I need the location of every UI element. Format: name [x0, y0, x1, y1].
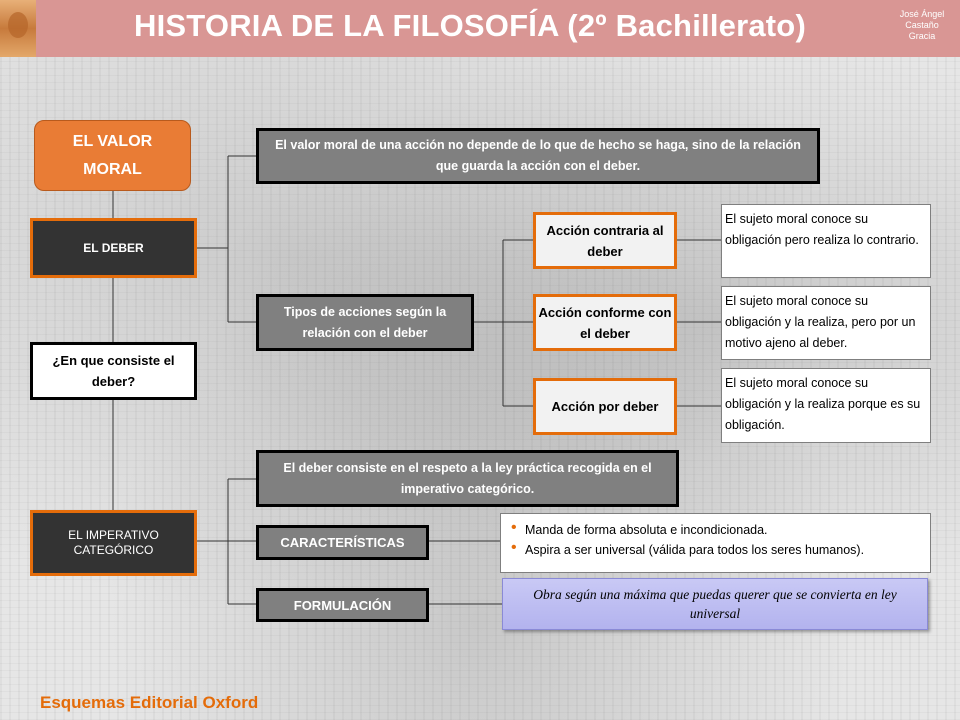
node-caracteristicas: CARACTERÍSTICAS [256, 525, 429, 560]
page-title: HISTORIA DE LA FILOSOFÍA (2º Bachillerato) [134, 8, 806, 43]
desc-accion-conforme: El sujeto moral conoce su obligación y la realiza, pero por un motivo ajeno al deber. [721, 286, 931, 360]
node-imperativo-categorico: EL IMPERATIVO CATEGÓRICO [30, 510, 197, 576]
node-definicion-valor-moral: El valor moral de una acción no depende de lo que de hecho se haga, sino de la relación que guarda la acción con el deber. [256, 128, 820, 184]
node-tipos-acciones: Tipos de acciones según la relación con el deber [256, 294, 474, 351]
footer-credit: Esquemas Editorial Oxford [40, 693, 259, 712]
node-el-deber: EL DEBER [30, 218, 197, 278]
node-pregunta-deber: ¿En que consiste el deber? [30, 342, 197, 400]
node-accion-contraria: Acción contraria al deber [533, 212, 677, 269]
desc-accion-por-deber: El sujeto moral conoce su obligación y la realiza porque es su obligación. [721, 368, 931, 443]
list-caracteristicas [500, 513, 931, 573]
desc-accion-contraria: El sujeto moral conoce su obligación pero realiza lo contrario. [721, 204, 931, 278]
node-valor-moral: EL VALOR MORAL [34, 120, 191, 191]
author-credit: José Ángel Castaño Gracia [899, 9, 945, 41]
formulacion-text: Obra según una máxima que puedas querer que se convierta en ley universal [502, 578, 928, 630]
node-accion-conforme: Acción conforme con el deber [533, 294, 677, 351]
node-accion-por-deber: Acción por deber [533, 378, 677, 435]
list-item: • Manda de forma absoluta e incondicionada. [511, 520, 930, 540]
node-respuesta-deber: El deber consiste en el respeto a la ley práctica recogida en el imperativo categórico. [256, 450, 679, 507]
node-formulacion: FORMULACIÓN [256, 588, 429, 622]
list-item: • Aspira a ser universal (válida para todos los seres humanos). [511, 540, 930, 560]
